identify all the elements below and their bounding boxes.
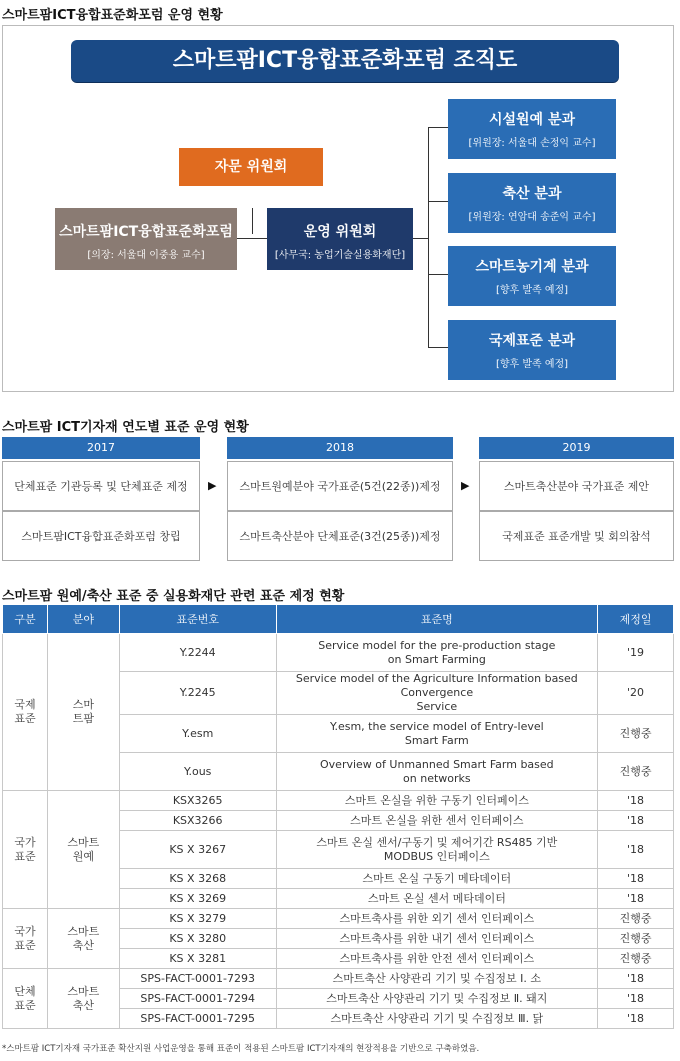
- field-cell: 스마트 축산: [47, 909, 119, 969]
- section-title-org: 스마트팜ICT융합표준화포럼 운영 현황: [2, 8, 223, 23]
- standard-no-cell: KS X 3281: [119, 949, 276, 969]
- date-cell: '20: [598, 672, 674, 715]
- table-row: [3, 791, 674, 811]
- division-title: 국제표준 분과: [488, 333, 576, 349]
- field-cell: 스마트 축산: [47, 969, 119, 1029]
- connector-forum-steering: [235, 238, 269, 239]
- standard-name-cell: 스마트 온실을 위한 센서 인터페이스: [276, 811, 597, 831]
- division-title: 스마트농기계 분과: [475, 259, 589, 275]
- division-box-machinery: [448, 246, 616, 306]
- standard-no-cell: Y.2245: [119, 672, 276, 715]
- org-chart: [2, 25, 674, 392]
- forum-chair: [의장: 서울대 이중용 교수]: [87, 250, 205, 261]
- date-cell: '18: [598, 969, 674, 989]
- date-cell: 진행중: [598, 715, 674, 753]
- standards-table-body: [3, 634, 674, 1029]
- timeline-arrow-icon: ▶: [461, 479, 470, 492]
- standard-no-cell: SPS-FACT-0001-7293: [119, 969, 276, 989]
- division-box-horticulture: [448, 99, 616, 159]
- standard-name-cell: 스마트축산 사양관리 기기 및 수집정보 Ⅱ. 돼지: [276, 989, 597, 1009]
- category-cell: 단체 표준: [3, 969, 48, 1029]
- field-cell: 스마트 원예: [47, 791, 119, 909]
- timeline-item: 국제표준 표준개발 및 회의참석: [479, 511, 674, 561]
- advisory-committee-title: 자문 위원회: [214, 159, 288, 175]
- standard-no-cell: KS X 3267: [119, 831, 276, 869]
- forum-box: [55, 208, 237, 270]
- category-cell: 국가 표준: [3, 909, 48, 969]
- standard-name-cell: 스마트축산 사양관리 기기 및 수집정보 Ⅰ. 소: [276, 969, 597, 989]
- standard-no-cell: KSX3266: [119, 811, 276, 831]
- standard-no-cell: Y.2244: [119, 634, 276, 672]
- date-cell: '18: [598, 791, 674, 811]
- standard-name-cell: Service model for the pre-production stage on Smart Farming: [276, 634, 597, 672]
- date-cell: 진행중: [598, 753, 674, 791]
- category-cell: 국가 표준: [3, 791, 48, 909]
- division-sub: [위원장: 연암대 송준익 교수]: [468, 212, 596, 223]
- date-cell: '18: [598, 831, 674, 869]
- date-cell: '18: [598, 811, 674, 831]
- column-header-field: 분야: [47, 605, 119, 634]
- division-title: 축산 분과: [502, 186, 562, 202]
- date-cell: 진행중: [598, 909, 674, 929]
- standard-no-cell: KS X 3279: [119, 909, 276, 929]
- section-title-timeline: 스마트팜 ICT기자재 연도별 표준 운영 현황: [2, 420, 249, 435]
- timeline-item: 스마트축산분야 국가표준 제안: [479, 461, 674, 511]
- standard-no-cell: KSX3265: [119, 791, 276, 811]
- category-cell: 국제 표준: [3, 634, 48, 791]
- timeline-item: 단체표준 기관등록 및 단체표준 제정: [2, 461, 200, 511]
- date-cell: 진행중: [598, 929, 674, 949]
- steering-committee-box: [267, 208, 413, 270]
- column-header-category: 구분: [3, 605, 48, 634]
- standard-name-cell: Service model of the Agriculture Information based Convergence Service: [276, 672, 597, 715]
- division-sub: [향후 발족 예정]: [495, 359, 569, 370]
- advisory-committee-box: [179, 148, 323, 186]
- table-row: [3, 909, 674, 929]
- section-title-standards: 스마트팜 원예/축산 표준 중 실용화재단 관련 표준 제정 현황: [2, 589, 345, 604]
- forum-title: 스마트팜ICT융합표준화포럼: [59, 224, 233, 240]
- division-box-livestock: [448, 173, 616, 233]
- standard-no-cell: KS X 3280: [119, 929, 276, 949]
- steering-committee-secretariat: [사무국: 농업기술실용화재단]: [274, 250, 406, 261]
- timeline-year-2019: 2019: [479, 437, 674, 459]
- standard-name-cell: 스마트 온실 센서 메타데이터: [276, 889, 597, 909]
- date-cell: 진행중: [598, 949, 674, 969]
- standards-table: [2, 604, 674, 1029]
- standard-no-cell: Y.ous: [119, 753, 276, 791]
- date-cell: '19: [598, 634, 674, 672]
- standard-no-cell: SPS-FACT-0001-7295: [119, 1009, 276, 1029]
- timeline-year-2018: 2018: [227, 437, 453, 459]
- standard-name-cell: 스마트 온실을 위한 구동기 인터페이스: [276, 791, 597, 811]
- connector-steering-bus: [411, 238, 429, 239]
- timeline-arrow-icon: ▶: [208, 479, 217, 492]
- date-cell: '18: [598, 989, 674, 1009]
- timeline-item: 스마트팜ICT융합표준화포럼 창립: [2, 511, 200, 561]
- standard-no-cell: SPS-FACT-0001-7294: [119, 989, 276, 1009]
- timeline-item: 스마트축산분야 단체표준(3건(25종))제정: [227, 511, 453, 561]
- date-cell: '18: [598, 869, 674, 889]
- standard-no-cell: KS X 3269: [119, 889, 276, 909]
- standard-name-cell: 스마트 온실 구동기 메타데이터: [276, 869, 597, 889]
- connector-division-1: [428, 127, 448, 128]
- column-header-standard-no: 표준번호: [119, 605, 276, 634]
- standard-no-cell: KS X 3268: [119, 869, 276, 889]
- connector-division-4: [428, 347, 448, 348]
- date-cell: '18: [598, 1009, 674, 1029]
- standard-name-cell: 스마트 온실 센서/구동기 및 제어기간 RS485 기반 MODBUS 인터페이스: [276, 831, 597, 869]
- footnote: *스마트팜 ICT기자재 국가표준 확산지원 사업운영을 통해 표준이 적용된 스마트팜 ICT기자재의 현장적용을 기반으로 구축하였음.: [2, 1044, 480, 1054]
- timeline-year-2017: 2017: [2, 437, 200, 459]
- connector-division-2: [428, 201, 448, 202]
- standard-no-cell: Y.esm: [119, 715, 276, 753]
- standard-name-cell: 스마트축사를 위한 내기 센서 인터페이스: [276, 929, 597, 949]
- field-cell: 스마 트팜: [47, 634, 119, 791]
- standard-name-cell: 스마트축산 사양관리 기기 및 수집정보 Ⅲ. 닭: [276, 1009, 597, 1029]
- division-box-international: [448, 320, 616, 380]
- steering-committee-title: 운영 위원회: [303, 224, 377, 240]
- org-chart-banner: 스마트팜ICT융합표준화포럼 조직도: [71, 40, 619, 82]
- standard-name-cell: Y.esm, the service model of Entry-level Smart Farm: [276, 715, 597, 753]
- connector-advisory-vertical: [252, 208, 253, 234]
- connector-division-bus: [428, 127, 429, 347]
- standard-name-cell: 스마트축사를 위한 안전 센서 인터페이스: [276, 949, 597, 969]
- standard-name-cell: Overview of Unmanned Smart Farm based on networks: [276, 753, 597, 791]
- standard-name-cell: 스마트축사를 위한 외기 센서 인터페이스: [276, 909, 597, 929]
- column-header-date: 제정일: [598, 605, 674, 634]
- division-sub: [향후 발족 예정]: [495, 285, 569, 296]
- table-row: [3, 969, 674, 989]
- division-sub: [위원장: 서울대 손정익 교수]: [468, 138, 596, 149]
- column-header-standard-name: 표준명: [276, 605, 597, 634]
- table-header-row: [3, 605, 674, 634]
- connector-division-3: [428, 274, 448, 275]
- date-cell: '18: [598, 889, 674, 909]
- timeline-item: 스마트원예분야 국가표준(5건(22종))제정: [227, 461, 453, 511]
- division-title: 시설원예 분과: [488, 112, 576, 128]
- table-row: [3, 634, 674, 672]
